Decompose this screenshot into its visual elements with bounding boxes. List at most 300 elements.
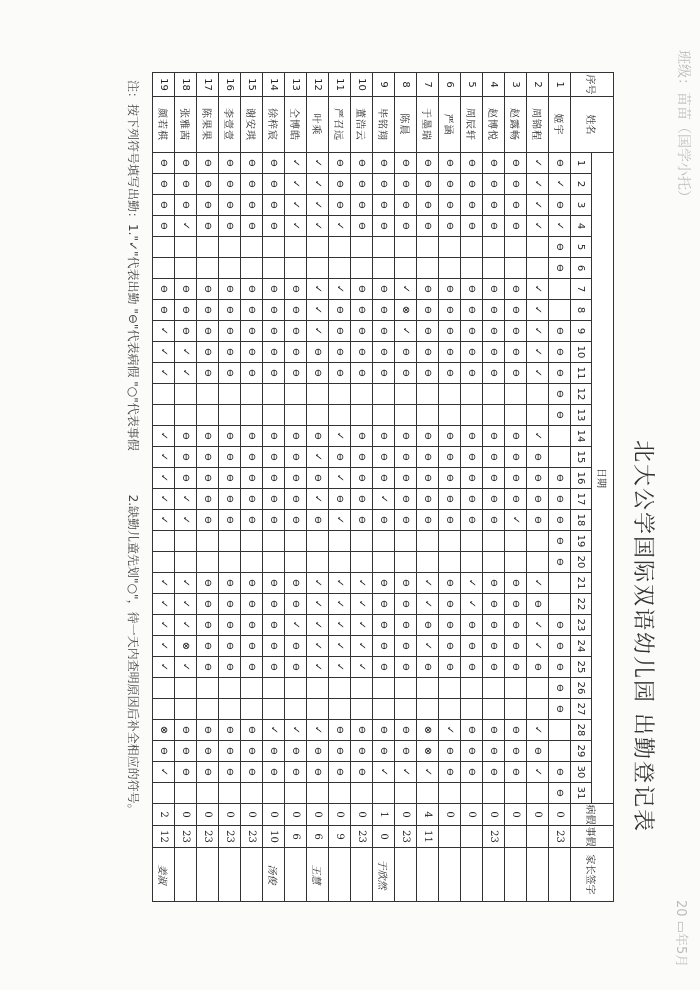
table-row <box>527 73 549 902</box>
day-mark: ⊖ <box>549 636 571 657</box>
day-mark <box>307 237 329 258</box>
day-mark: ⊖ <box>373 300 395 321</box>
day-mark: ⊖ <box>175 279 197 300</box>
day-mark: ⊖ <box>197 426 219 447</box>
day-mark: ✓ <box>329 594 351 615</box>
day-mark: ⊖ <box>153 216 175 237</box>
day-mark: ⊖ <box>175 153 197 174</box>
day-mark: ⊖ <box>439 468 461 489</box>
day-mark: ⊖ <box>241 321 263 342</box>
day-mark: ✓ <box>527 573 549 594</box>
table-row <box>351 73 373 902</box>
day-mark: ✓ <box>175 594 197 615</box>
day-mark: ✓ <box>285 720 307 741</box>
day-mark: ⊖ <box>373 216 395 237</box>
day-mark: ✓ <box>527 636 549 657</box>
parent-signature <box>285 848 307 902</box>
day-mark: ⊖ <box>329 174 351 195</box>
day-mark: ⊖ <box>395 594 417 615</box>
day-mark: ⊖ <box>373 573 395 594</box>
day-mark <box>197 384 219 405</box>
day-mark: ⊖ <box>219 594 241 615</box>
day-mark: ⊖ <box>329 762 351 783</box>
day-mark: ✓ <box>153 363 175 384</box>
day-mark: ⊖ <box>241 657 263 678</box>
day-header-12: 12 <box>571 384 592 405</box>
day-mark: ✓ <box>307 615 329 636</box>
row-index: 4 <box>483 73 505 97</box>
day-mark: ⊖ <box>373 342 395 363</box>
day-mark: ⊖ <box>461 216 483 237</box>
row-index: 17 <box>197 73 219 97</box>
student-name: 周辰轩 <box>461 97 483 153</box>
day-mark <box>505 678 527 699</box>
day-mark <box>329 552 351 573</box>
table-row <box>175 73 197 902</box>
day-mark: ⊖ <box>483 300 505 321</box>
day-mark: ⊖ <box>417 363 439 384</box>
day-mark: ⊖ <box>263 468 285 489</box>
table-row <box>505 73 527 902</box>
day-mark <box>285 237 307 258</box>
day-mark: ⊖ <box>219 447 241 468</box>
sick-count: 0 <box>329 804 351 826</box>
day-mark: ⊖ <box>175 321 197 342</box>
day-mark: ⊖ <box>373 636 395 657</box>
day-mark <box>505 783 527 804</box>
day-mark <box>241 552 263 573</box>
day-mark <box>307 258 329 279</box>
day-mark <box>307 678 329 699</box>
day-mark <box>241 258 263 279</box>
day-mark: ⊖ <box>197 573 219 594</box>
row-index: 14 <box>263 73 285 97</box>
row-index: 9 <box>373 73 395 97</box>
sick-count: 0 <box>219 804 241 826</box>
day-mark: ✓ <box>307 174 329 195</box>
day-mark: ⊖ <box>153 300 175 321</box>
student-name: 周锦程 <box>527 97 549 153</box>
day-mark: ⊖ <box>263 195 285 216</box>
day-mark: ⊖ <box>417 216 439 237</box>
day-mark: ⊖ <box>285 489 307 510</box>
day-mark: ⊖ <box>219 195 241 216</box>
day-mark <box>461 405 483 426</box>
day-header-9: 9 <box>571 321 592 342</box>
day-mark: ⊖ <box>461 615 483 636</box>
day-header-17: 17 <box>571 489 592 510</box>
day-mark: ⊖ <box>549 762 571 783</box>
day-mark: ⊖ <box>527 594 549 615</box>
day-mark: ✓ <box>153 573 175 594</box>
sick-count: 0 <box>197 804 219 826</box>
day-mark: ✓ <box>153 762 175 783</box>
day-mark: ⊖ <box>373 468 395 489</box>
day-mark: ⊖ <box>219 279 241 300</box>
day-mark <box>219 237 241 258</box>
day-mark: ⊖ <box>197 363 219 384</box>
day-mark <box>197 783 219 804</box>
day-mark <box>549 741 571 762</box>
day-mark <box>241 699 263 720</box>
day-mark: ⊖ <box>505 657 527 678</box>
day-mark: ✓ <box>307 594 329 615</box>
day-mark: ⊖ <box>351 762 373 783</box>
day-header-26: 26 <box>571 678 592 699</box>
student-name: 谢安琪 <box>241 97 263 153</box>
day-mark <box>417 405 439 426</box>
day-mark: ⊖ <box>439 174 461 195</box>
day-mark <box>197 699 219 720</box>
day-mark: ⊖ <box>351 321 373 342</box>
day-mark: ⊖ <box>241 363 263 384</box>
day-mark: ✓ <box>153 510 175 531</box>
day-mark <box>175 552 197 573</box>
day-mark: ⊖ <box>483 615 505 636</box>
day-header-4: 4 <box>571 216 592 237</box>
day-mark: ⊖ <box>241 636 263 657</box>
day-mark: ⊖ <box>483 279 505 300</box>
day-mark: ⊖ <box>197 174 219 195</box>
day-mark: ⊖ <box>505 615 527 636</box>
footnote-line-2: 2.缺勤儿童先划"○"，待一天内查明原因后补全相应的符号。 <box>126 494 140 816</box>
day-mark: ⊖ <box>175 468 197 489</box>
day-mark: ⊖ <box>439 300 461 321</box>
day-mark: ⊖ <box>241 426 263 447</box>
day-mark: ⊖ <box>153 195 175 216</box>
day-mark: ✓ <box>175 342 197 363</box>
table-row <box>329 73 351 902</box>
day-mark <box>263 783 285 804</box>
student-name: 姬宇 <box>549 97 571 153</box>
table-row <box>549 73 571 902</box>
row-index: 13 <box>285 73 307 97</box>
day-mark: ⊖ <box>329 720 351 741</box>
day-mark: ⊖ <box>285 636 307 657</box>
day-mark: ⊖ <box>549 258 571 279</box>
day-mark <box>219 405 241 426</box>
day-mark: ✓ <box>417 594 439 615</box>
day-mark: ⊖ <box>263 657 285 678</box>
day-mark <box>461 699 483 720</box>
day-mark <box>219 699 241 720</box>
row-index: 1 <box>549 73 571 97</box>
day-mark: ✓ <box>307 720 329 741</box>
day-mark: ⊖ <box>373 363 395 384</box>
day-mark: ⊖ <box>549 699 571 720</box>
day-mark: ✓ <box>549 174 571 195</box>
day-mark <box>549 573 571 594</box>
day-header-20: 20 <box>571 552 592 573</box>
day-mark: ⊖ <box>263 300 285 321</box>
day-mark: ✓ <box>285 615 307 636</box>
day-mark: ⊖ <box>285 510 307 531</box>
day-mark <box>417 258 439 279</box>
day-mark: ✓ <box>527 153 549 174</box>
day-mark <box>461 258 483 279</box>
day-mark <box>241 384 263 405</box>
day-mark: ⊖ <box>549 678 571 699</box>
student-name: 仝博皓 <box>285 97 307 153</box>
day-mark <box>505 405 527 426</box>
day-mark: ✓ <box>307 489 329 510</box>
day-mark <box>219 384 241 405</box>
day-mark: ⊖ <box>263 489 285 510</box>
day-mark: ⊖ <box>461 195 483 216</box>
day-mark: ⊖ <box>549 384 571 405</box>
day-mark <box>285 678 307 699</box>
day-mark <box>351 783 373 804</box>
day-mark <box>439 258 461 279</box>
day-mark: ⊖ <box>307 741 329 762</box>
day-mark: ⊖ <box>197 153 219 174</box>
day-mark: ⊖ <box>417 489 439 510</box>
parent-signature <box>461 848 483 902</box>
day-mark: ⊖ <box>549 321 571 342</box>
day-mark: ⊖ <box>351 720 373 741</box>
day-mark: ✓ <box>505 510 527 531</box>
day-mark <box>439 384 461 405</box>
day-mark: ✓ <box>527 615 549 636</box>
day-mark: ⊖ <box>483 447 505 468</box>
parent-signature <box>197 848 219 902</box>
parent-signature <box>329 848 351 902</box>
day-mark: ⊖ <box>395 741 417 762</box>
day-mark: ✓ <box>285 174 307 195</box>
day-mark: ⊖ <box>263 573 285 594</box>
day-mark <box>373 783 395 804</box>
day-mark <box>483 384 505 405</box>
day-mark: ⊖ <box>329 153 351 174</box>
personal-count: 23 <box>483 826 505 848</box>
day-mark: ⊖ <box>373 321 395 342</box>
day-mark: ✓ <box>549 216 571 237</box>
day-mark: ⊖ <box>175 426 197 447</box>
day-mark <box>527 405 549 426</box>
day-mark: ⊖ <box>439 426 461 447</box>
day-mark: ⊖ <box>549 468 571 489</box>
day-mark: ⊖ <box>329 300 351 321</box>
day-mark: ✓ <box>307 153 329 174</box>
day-mark: ✓ <box>417 636 439 657</box>
table-row <box>153 73 175 902</box>
day-mark <box>197 678 219 699</box>
personal-count <box>439 826 461 848</box>
day-mark <box>417 783 439 804</box>
day-mark: ⊖ <box>483 468 505 489</box>
parent-signature <box>351 848 373 902</box>
row-index: 12 <box>307 73 329 97</box>
sick-count: 0 <box>351 804 373 826</box>
day-mark: ⊖ <box>439 573 461 594</box>
day-mark: ⊖ <box>219 321 241 342</box>
day-mark: ⊖ <box>373 657 395 678</box>
day-mark <box>395 384 417 405</box>
day-mark <box>483 405 505 426</box>
day-mark: ✓ <box>329 468 351 489</box>
sick-count: 0 <box>263 804 285 826</box>
day-mark: ✓ <box>307 657 329 678</box>
day-header-16: 16 <box>571 468 592 489</box>
sick-count: 1 <box>373 804 395 826</box>
day-mark: ⊖ <box>461 342 483 363</box>
day-mark <box>439 699 461 720</box>
day-mark <box>351 237 373 258</box>
day-mark <box>263 237 285 258</box>
day-mark: ⊖ <box>395 720 417 741</box>
day-mark: ⊗ <box>417 741 439 762</box>
student-name: 严召远 <box>329 97 351 153</box>
day-mark: ⊖ <box>395 426 417 447</box>
day-header-25: 25 <box>571 657 592 678</box>
day-mark <box>527 384 549 405</box>
date-stamp: 20 ▭年5月 <box>673 900 688 968</box>
day-mark: ⊖ <box>307 426 329 447</box>
day-mark <box>351 405 373 426</box>
day-mark <box>461 531 483 552</box>
day-mark: ⊖ <box>439 321 461 342</box>
day-header-31: 31 <box>571 783 592 804</box>
day-mark: ⊖ <box>263 279 285 300</box>
day-mark <box>285 699 307 720</box>
day-header-27: 27 <box>571 699 592 720</box>
day-mark: ⊖ <box>395 510 417 531</box>
day-mark: ⊖ <box>395 174 417 195</box>
day-mark <box>483 783 505 804</box>
day-mark: ⊖ <box>307 342 329 363</box>
day-mark <box>307 384 329 405</box>
day-mark <box>505 699 527 720</box>
day-mark: ⊖ <box>483 321 505 342</box>
day-mark: ⊖ <box>505 573 527 594</box>
day-mark: ⊖ <box>461 741 483 762</box>
day-mark: ⊖ <box>483 363 505 384</box>
personal-count: 9 <box>329 826 351 848</box>
day-mark: ⊖ <box>527 468 549 489</box>
day-mark: ⊖ <box>285 342 307 363</box>
day-mark: ⊖ <box>439 195 461 216</box>
day-mark: ⊖ <box>373 195 395 216</box>
row-index: 5 <box>461 73 483 97</box>
day-mark <box>219 678 241 699</box>
day-mark <box>527 678 549 699</box>
day-mark: ⊖ <box>439 489 461 510</box>
sick-count: 0 <box>285 804 307 826</box>
personal-count: 0 <box>373 826 395 848</box>
day-mark: ✓ <box>527 762 549 783</box>
day-mark: ⊖ <box>197 195 219 216</box>
table-row <box>219 73 241 902</box>
day-mark: ✓ <box>153 468 175 489</box>
day-mark: ⊖ <box>329 741 351 762</box>
day-mark <box>483 552 505 573</box>
day-mark: ⊖ <box>197 741 219 762</box>
day-mark: ✓ <box>307 447 329 468</box>
day-mark: ⊖ <box>461 300 483 321</box>
day-mark: ⊖ <box>329 321 351 342</box>
day-mark <box>439 531 461 552</box>
day-mark: ⊖ <box>351 216 373 237</box>
day-header-19: 19 <box>571 531 592 552</box>
day-mark: ⊖ <box>197 342 219 363</box>
day-mark <box>483 678 505 699</box>
day-mark <box>285 531 307 552</box>
day-mark: ⊖ <box>505 363 527 384</box>
day-header-23: 23 <box>571 615 592 636</box>
day-mark: ⊖ <box>197 279 219 300</box>
day-mark: ⊖ <box>175 300 197 321</box>
day-mark: ⊖ <box>439 363 461 384</box>
day-mark: ⊗ <box>153 720 175 741</box>
day-mark: ⊖ <box>373 615 395 636</box>
day-mark: ⊖ <box>461 447 483 468</box>
parent-signature <box>439 848 461 902</box>
row-index: 15 <box>241 73 263 97</box>
day-mark <box>197 258 219 279</box>
sick-count: 0 <box>483 804 505 826</box>
day-mark: ⊖ <box>395 573 417 594</box>
day-mark: ✓ <box>153 636 175 657</box>
row-index: 16 <box>219 73 241 97</box>
day-mark <box>527 531 549 552</box>
day-mark: ✓ <box>351 573 373 594</box>
personal-count <box>505 826 527 848</box>
day-header-21: 21 <box>571 573 592 594</box>
day-mark: ✓ <box>439 720 461 741</box>
row-index: 10 <box>351 73 373 97</box>
table-row <box>417 73 439 902</box>
day-mark: ⊖ <box>219 468 241 489</box>
day-mark: ⊖ <box>417 510 439 531</box>
day-mark <box>175 258 197 279</box>
sick-count: 0 <box>439 804 461 826</box>
day-mark <box>219 258 241 279</box>
day-mark: ⊖ <box>263 153 285 174</box>
day-mark: ⊖ <box>549 363 571 384</box>
day-mark: ✓ <box>417 762 439 783</box>
day-mark <box>505 552 527 573</box>
sick-count: 2 <box>153 804 175 826</box>
student-name: 陈果果 <box>197 97 219 153</box>
day-mark: ⊖ <box>395 657 417 678</box>
day-mark: ✓ <box>351 636 373 657</box>
day-mark: ✓ <box>527 720 549 741</box>
day-mark: ⊖ <box>219 153 241 174</box>
day-mark: ✓ <box>329 279 351 300</box>
day-mark: ⊖ <box>505 762 527 783</box>
day-mark: ⊖ <box>373 510 395 531</box>
day-mark: ⊖ <box>483 573 505 594</box>
day-mark <box>263 678 285 699</box>
day-mark: ⊖ <box>439 342 461 363</box>
day-mark: ⊖ <box>483 594 505 615</box>
document-title: 北大公学国际双语幼儿园 出勤登记表 <box>630 440 655 833</box>
day-mark <box>549 447 571 468</box>
day-mark: ⊖ <box>329 342 351 363</box>
day-mark: ⊖ <box>373 720 395 741</box>
personal-count: 6 <box>307 826 329 848</box>
day-mark: ⊖ <box>285 279 307 300</box>
day-mark: ⊖ <box>307 762 329 783</box>
personal-count <box>527 826 549 848</box>
day-mark: ⊖ <box>461 279 483 300</box>
day-header-18: 18 <box>571 510 592 531</box>
day-mark: ⊖ <box>175 762 197 783</box>
day-mark: ⊖ <box>263 615 285 636</box>
row-index: 3 <box>505 73 527 97</box>
day-mark <box>241 405 263 426</box>
day-mark <box>373 405 395 426</box>
